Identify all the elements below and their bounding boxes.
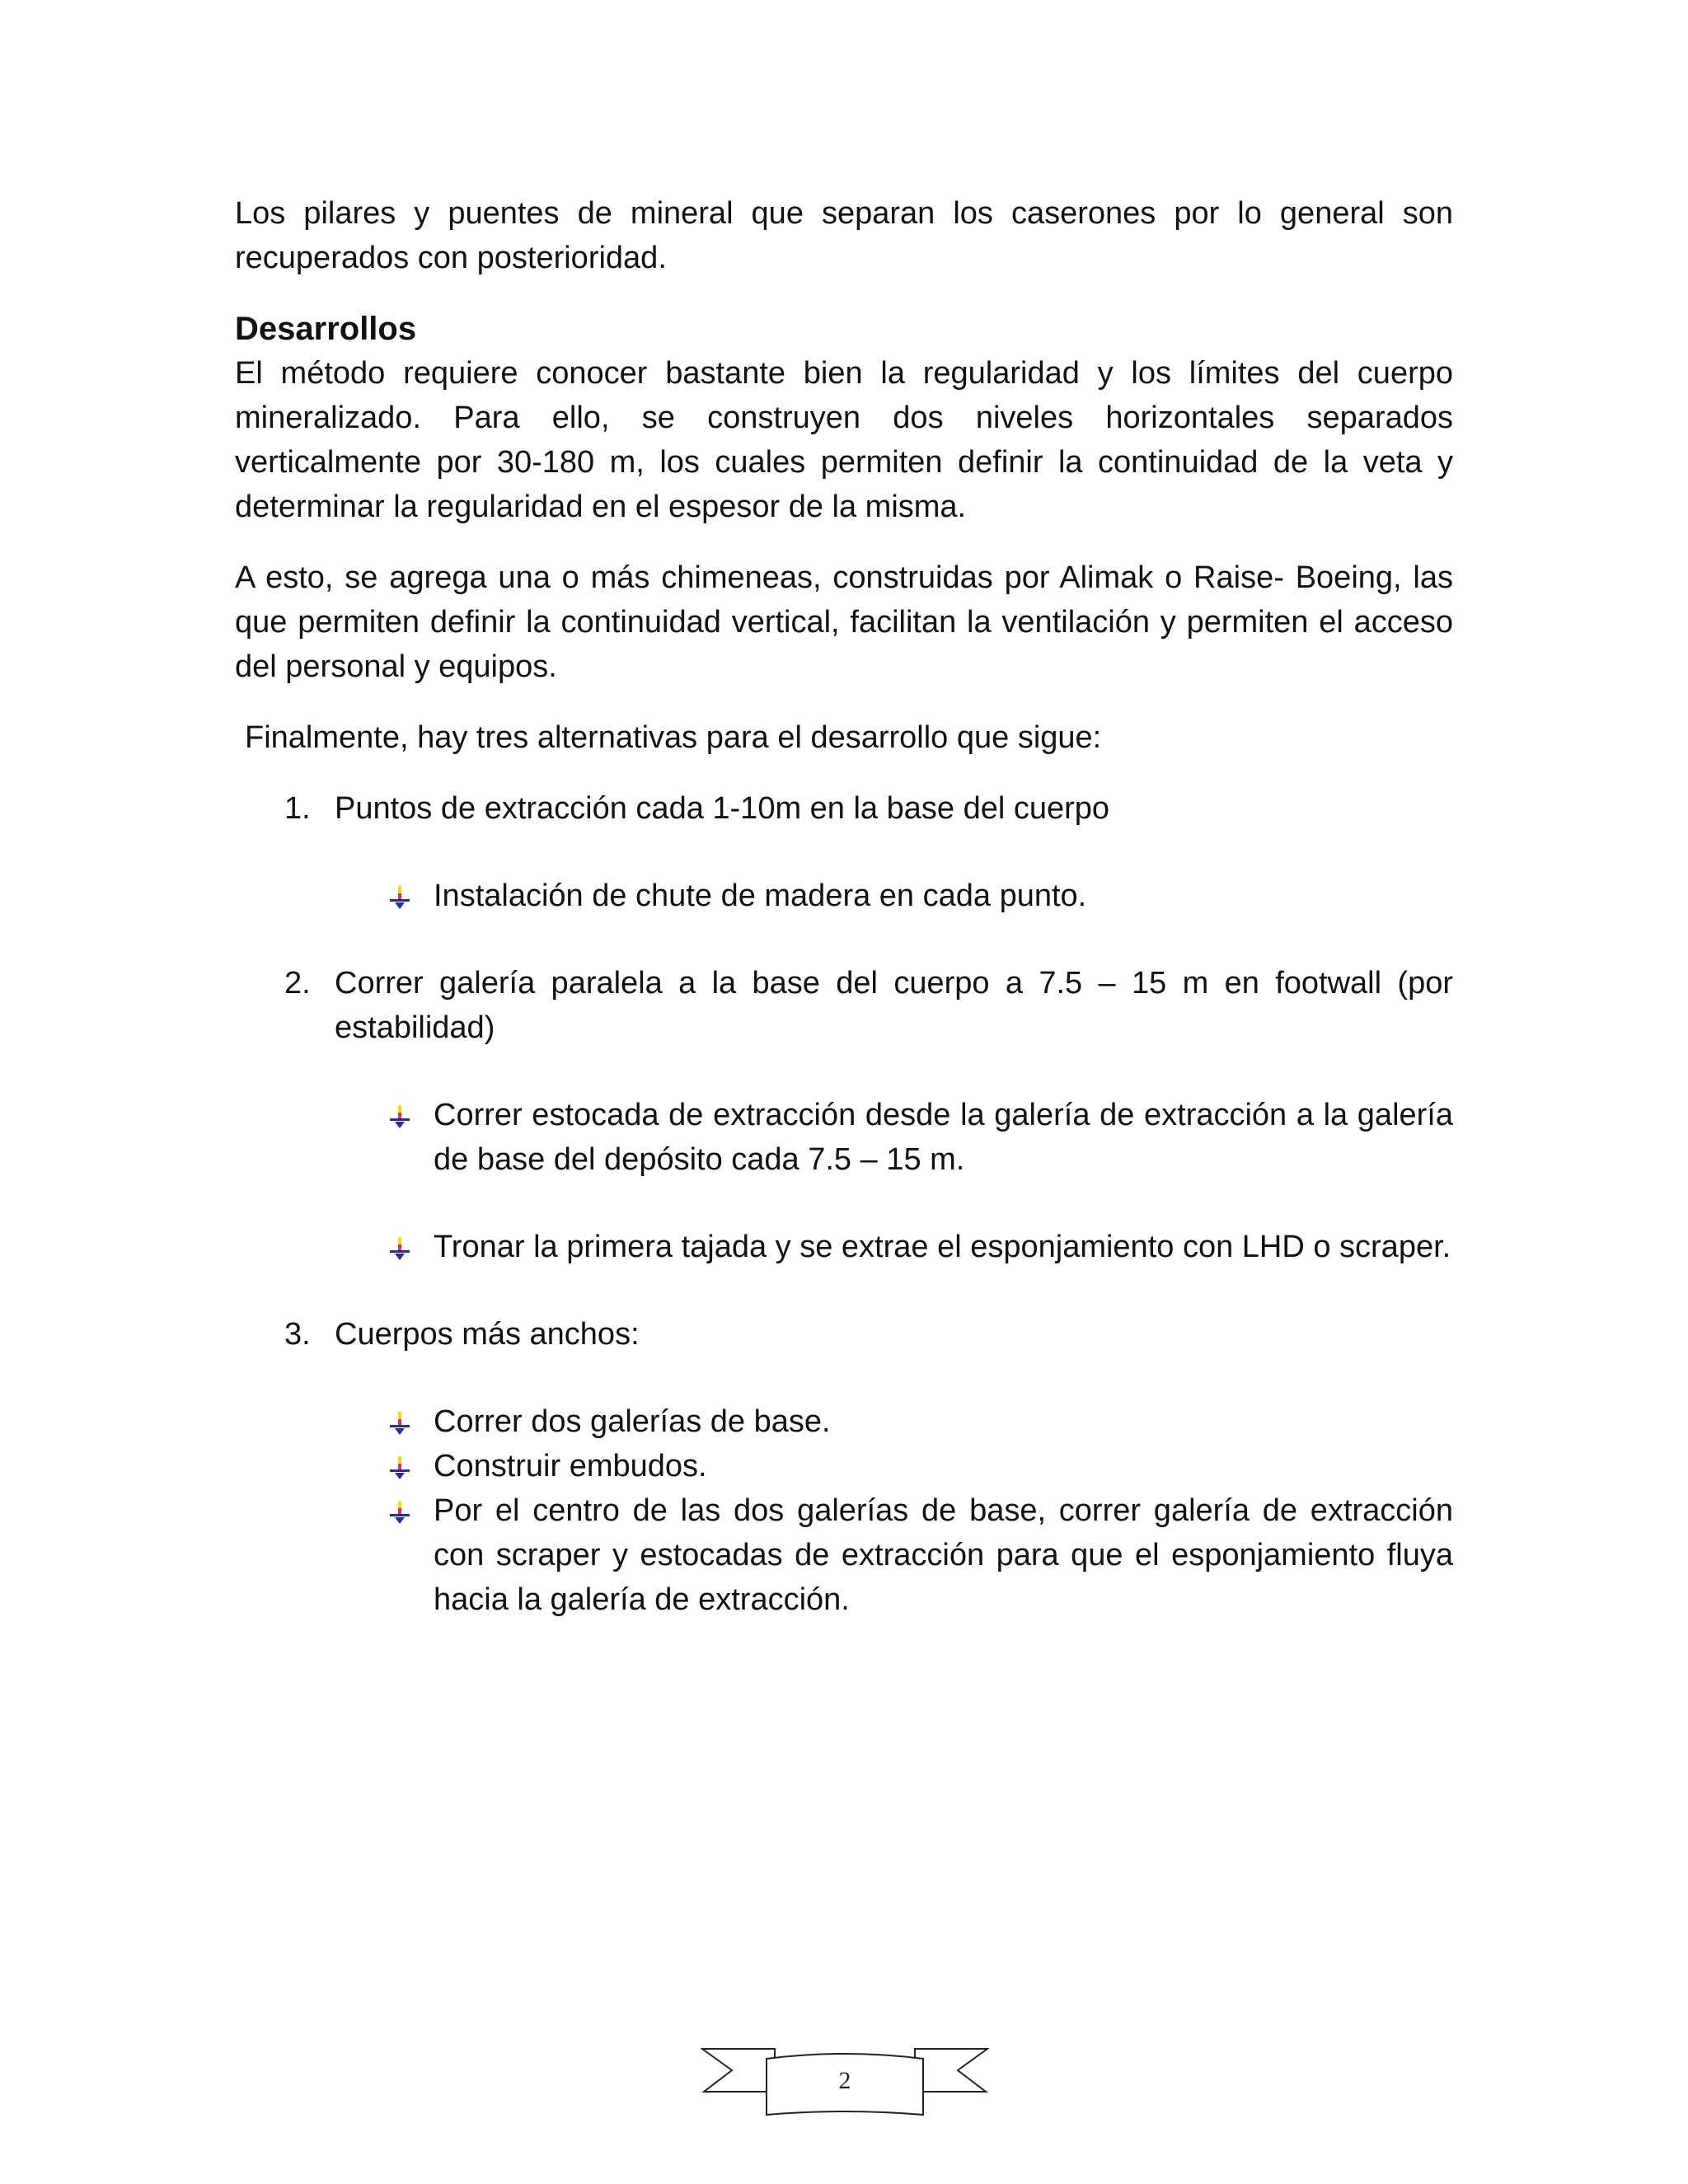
bullet-text: Por el centro de las dos galerías de base, correr galería de extracción con scraper y estocadas de extracción para que el esponjamiento fluya hacia la galería de extracción. xyxy=(434,1493,1453,1617)
page-number: 2 xyxy=(838,2067,851,2094)
list-item-text: Cuerpos más anchos: xyxy=(335,1317,640,1352)
page-footer xyxy=(701,2042,989,2121)
down-arrow-bullet-icon xyxy=(387,1104,412,1129)
section-heading: Desarrollos xyxy=(235,311,417,347)
bullet-text: Tronar la primera tajada y se extrae el esponjamiento con LHD o scraper. xyxy=(434,1230,1451,1264)
paragraph-pilares: Los pilares y puentes de mineral que separan los caserones por lo general son recuperados con posterioridad. xyxy=(235,196,1453,275)
bullet-item xyxy=(235,1444,1453,1488)
bullet-list xyxy=(235,1399,1453,1622)
down-arrow-bullet-icon xyxy=(387,885,412,910)
page-content xyxy=(235,191,1453,1665)
bullet-list xyxy=(235,874,1453,918)
list-number: 1. xyxy=(284,791,311,826)
bullet-item xyxy=(235,1488,1453,1622)
paragraph-metodo: El método requiere conocer bastante bien la regularidad y los límites del cuerpo mineralizado. Para ello, se construyen dos niveles horizontales separados verticalmente por 30-180 m, los cuales permiten definir la continuidad de la veta y determinar la regularidad en el espesor de la misma. xyxy=(235,356,1453,524)
list-item xyxy=(235,961,1453,1050)
down-arrow-bullet-icon xyxy=(387,1500,412,1525)
down-arrow-bullet-icon xyxy=(387,1455,412,1480)
list-item xyxy=(235,1312,1453,1357)
bullet-text: Construir embudos. xyxy=(434,1449,707,1483)
bullet-text: Correr dos galerías de base. xyxy=(434,1404,831,1439)
bullet-item xyxy=(235,1399,1453,1444)
down-arrow-bullet-icon xyxy=(387,1411,412,1436)
bullet-item xyxy=(235,1093,1453,1182)
list-number: 2. xyxy=(284,966,311,1001)
list-number: 3. xyxy=(284,1317,311,1352)
bullet-text: Instalación de chute de madera en cada punto. xyxy=(434,879,1087,913)
bullet-text: Correr estocada de extracción desde la galería de extracción a la galería de base del depósito cada 7.5 – 15 m. xyxy=(434,1098,1453,1177)
paragraph-chimeneas: A esto, se agrega una o más chimeneas, construidas por Alimak o Raise- Boeing, las que permiten definir la continuidad vertical, facilitan la ventilación y permiten el acceso del personal y equipos. xyxy=(235,560,1453,684)
down-arrow-bullet-icon xyxy=(387,1236,412,1261)
list-item-text: Correr galería paralela a la base del cuerpo a 7.5 – 15 m en footwall (por estabilidad) xyxy=(335,966,1453,1045)
bullet-list xyxy=(235,1093,1453,1269)
paragraph-alternativas: Finalmente, hay tres alternativas para el desarrollo que sigue: xyxy=(245,720,1102,755)
bullet-item xyxy=(235,874,1453,918)
list-item-text: Puntos de extracción cada 1-10m en la base del cuerpo xyxy=(335,791,1110,826)
bullet-item xyxy=(235,1225,1453,1269)
list-item xyxy=(235,786,1453,831)
